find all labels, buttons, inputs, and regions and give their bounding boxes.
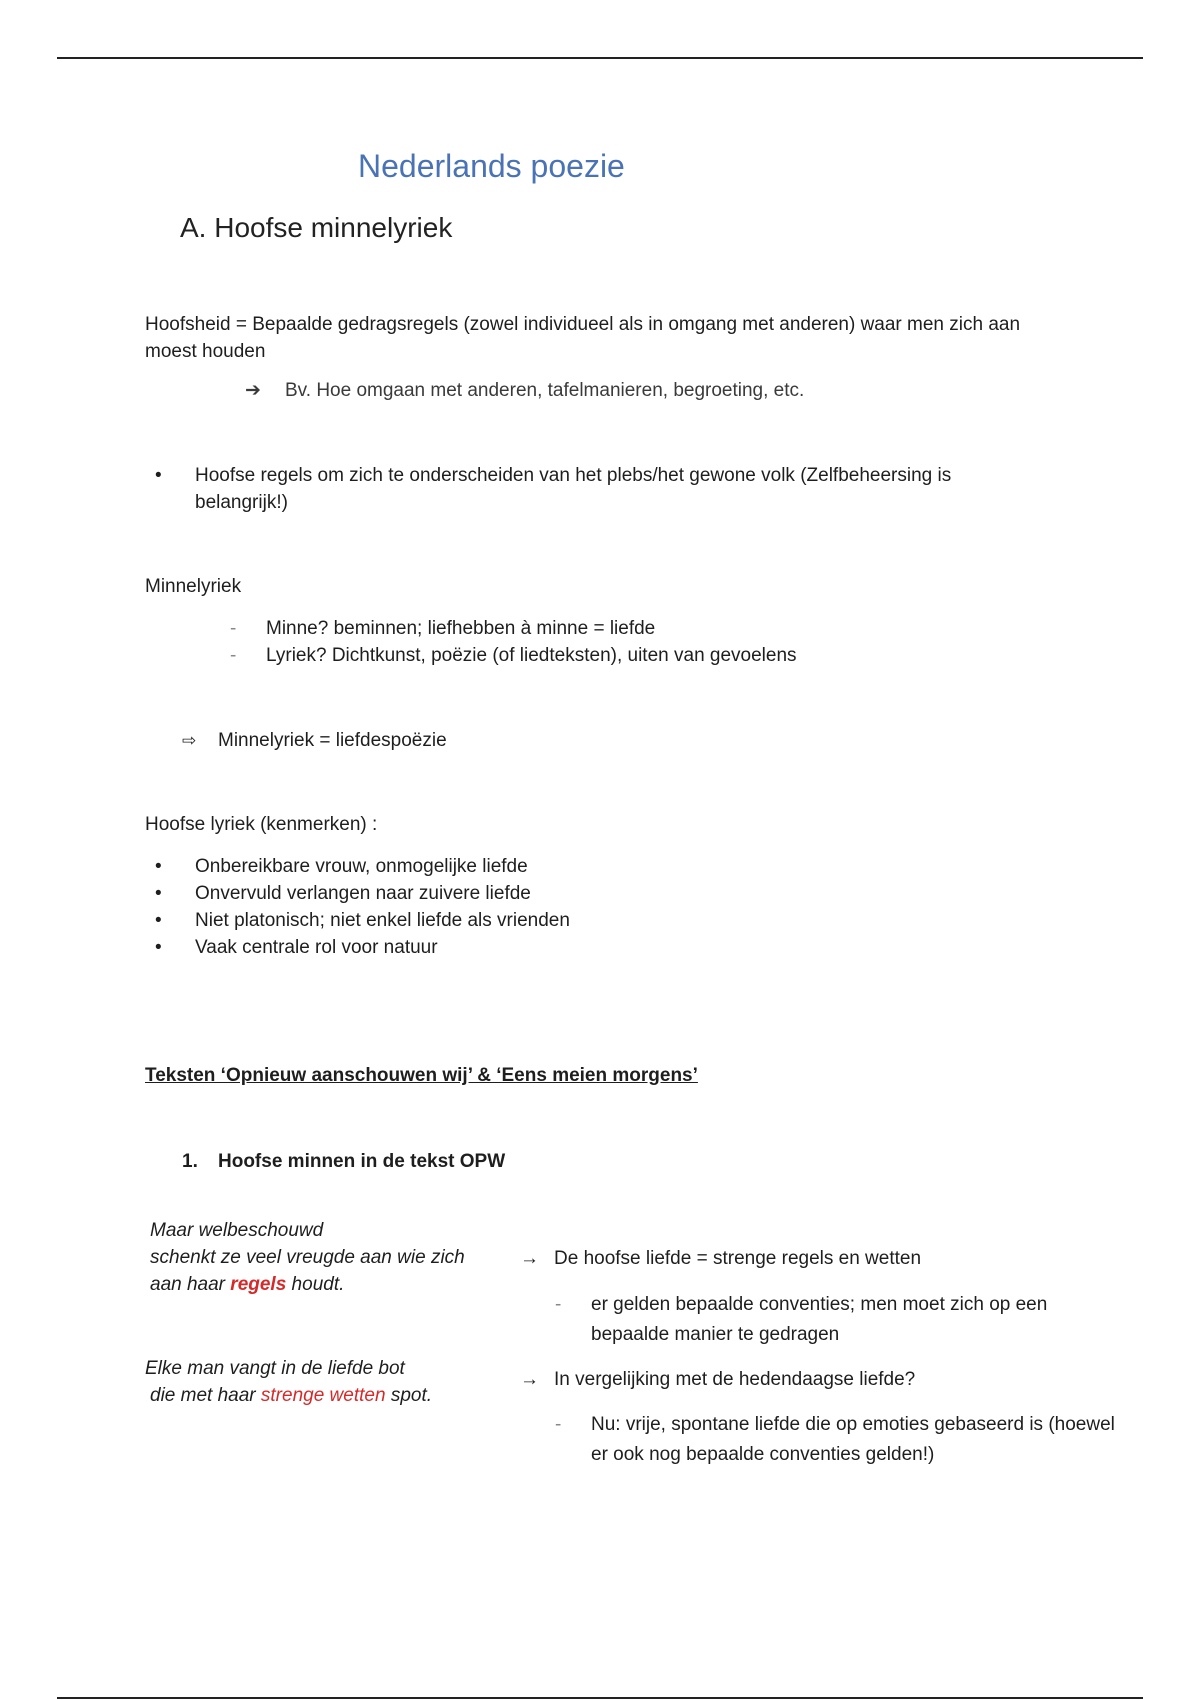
bullet-icon: • — [155, 856, 162, 877]
minnelyriek-conclusion — [182, 727, 447, 754]
poem-quote-1 — [150, 1217, 465, 1298]
kenmerken-label: Hoofse lyriek (kenmerken) : — [145, 814, 378, 835]
dash-icon: - — [555, 1414, 562, 1435]
quote-text: aan haar — [150, 1274, 231, 1295]
minnelyriek-dash-list — [228, 615, 797, 669]
list-item-text: Niet platonisch; niet enkel liefde als vrienden — [195, 910, 570, 931]
section-heading-a: A. Hoofse minnelyriek — [180, 212, 453, 243]
kenmerken-bullet-list — [145, 853, 845, 961]
header-rule — [57, 57, 1143, 59]
list-item — [145, 462, 1025, 516]
dash-icon: - — [230, 618, 237, 639]
bullet-icon: • — [155, 465, 162, 486]
note-arrow-2 — [520, 1366, 915, 1393]
highlight-strenge-wetten: strenge wetten — [260, 1385, 386, 1406]
note-sub-1 — [555, 1290, 1115, 1350]
quote-line: schenkt ze veel vreugde aan wie zich — [150, 1247, 465, 1268]
list-item — [145, 907, 845, 934]
poem-quote-2 — [145, 1355, 432, 1409]
list-item — [145, 880, 845, 907]
list-item-text: Onbereikbare vrouw, onmogelijke liefde — [195, 856, 528, 877]
list-item-text: Lyriek? Dichtkunst, poëzie (of liedteksten), uiten van gevoelens — [266, 645, 797, 666]
note-arrow-1 — [520, 1245, 921, 1272]
dash-icon: - — [555, 1294, 562, 1315]
highlight-regels: regels — [230, 1274, 287, 1295]
list-item — [228, 615, 797, 642]
footer-rule — [57, 1697, 1143, 1699]
list-item — [145, 853, 845, 880]
dash-icon: - — [230, 645, 237, 666]
quote-line: Elke man vangt in de liefde bot — [145, 1358, 405, 1379]
hoofsheid-example — [245, 377, 804, 404]
quote-line — [150, 1271, 465, 1298]
note-text: In vergelijking met de hedendaagse liefde? — [554, 1369, 916, 1390]
hoofsheid-definition: Hoofsheid = Bepaalde gedragsregels (zowel individueel als in omgang met anderen) waar men zich aan moest houden — [145, 314, 1021, 362]
note-sub-text: Nu: vrije, spontane liefde die op emoties gebaseerd is (hoewel er ook nog bepaalde conventies gelden!) — [591, 1414, 1115, 1465]
quote-line: Maar welbeschouwd — [150, 1220, 324, 1241]
hollow-arrow-icon: ⇨ — [182, 731, 197, 750]
teksten-section-title: Teksten ‘Opnieuw aanschouwen wij’ & ‘Eens meien morgens’ — [145, 1065, 698, 1086]
minnelyriek-label: Minnelyriek — [145, 576, 242, 597]
heading-text: Hoofse minnen in de tekst OPW — [218, 1151, 506, 1172]
numbered-heading-1 — [182, 1148, 505, 1175]
note-sub-2 — [555, 1410, 1115, 1470]
bold-arrow-icon: ➔ — [245, 380, 261, 401]
bullet-icon: • — [155, 937, 162, 958]
list-item — [145, 934, 845, 961]
example-text: Bv. Hoe omgaan met anderen, tafelmanieren, begroeting, etc. — [285, 380, 805, 401]
list-item — [228, 642, 797, 669]
quote-text: spot. — [385, 1385, 433, 1406]
note-sub-text: er gelden bepaalde conventies; men moet zich op een bepaalde manier te gedragen — [591, 1294, 1048, 1345]
note-text: De hoofse liefde = strenge regels en wetten — [554, 1248, 922, 1269]
bullet-icon: • — [155, 910, 162, 931]
bullet-icon: • — [155, 883, 162, 904]
heading-number: 1. — [182, 1151, 198, 1172]
thin-arrow-icon: → — [520, 1369, 539, 1390]
list-item-text: Onvervuld verlangen naar zuivere liefde — [195, 883, 531, 904]
quote-line — [145, 1382, 432, 1409]
document-title: Nederlands poezie — [358, 148, 625, 184]
thin-arrow-icon: → — [520, 1248, 539, 1269]
quote-text: die met haar — [150, 1385, 261, 1406]
quote-text: houdt. — [286, 1274, 345, 1295]
list-item-text: Hoofse regels om zich te onderscheiden van het plebs/het gewone volk (Zelfbeheersing is belangrijk!) — [195, 465, 952, 513]
bullet-list-hoofse-regels — [145, 462, 1025, 516]
list-item-text: Minne? beminnen; liefhebben à minne = liefde — [266, 618, 656, 639]
list-item-text: Vaak centrale rol voor natuur — [195, 937, 438, 958]
conclusion-text: Minnelyriek = liefdespoëzie — [218, 730, 447, 751]
